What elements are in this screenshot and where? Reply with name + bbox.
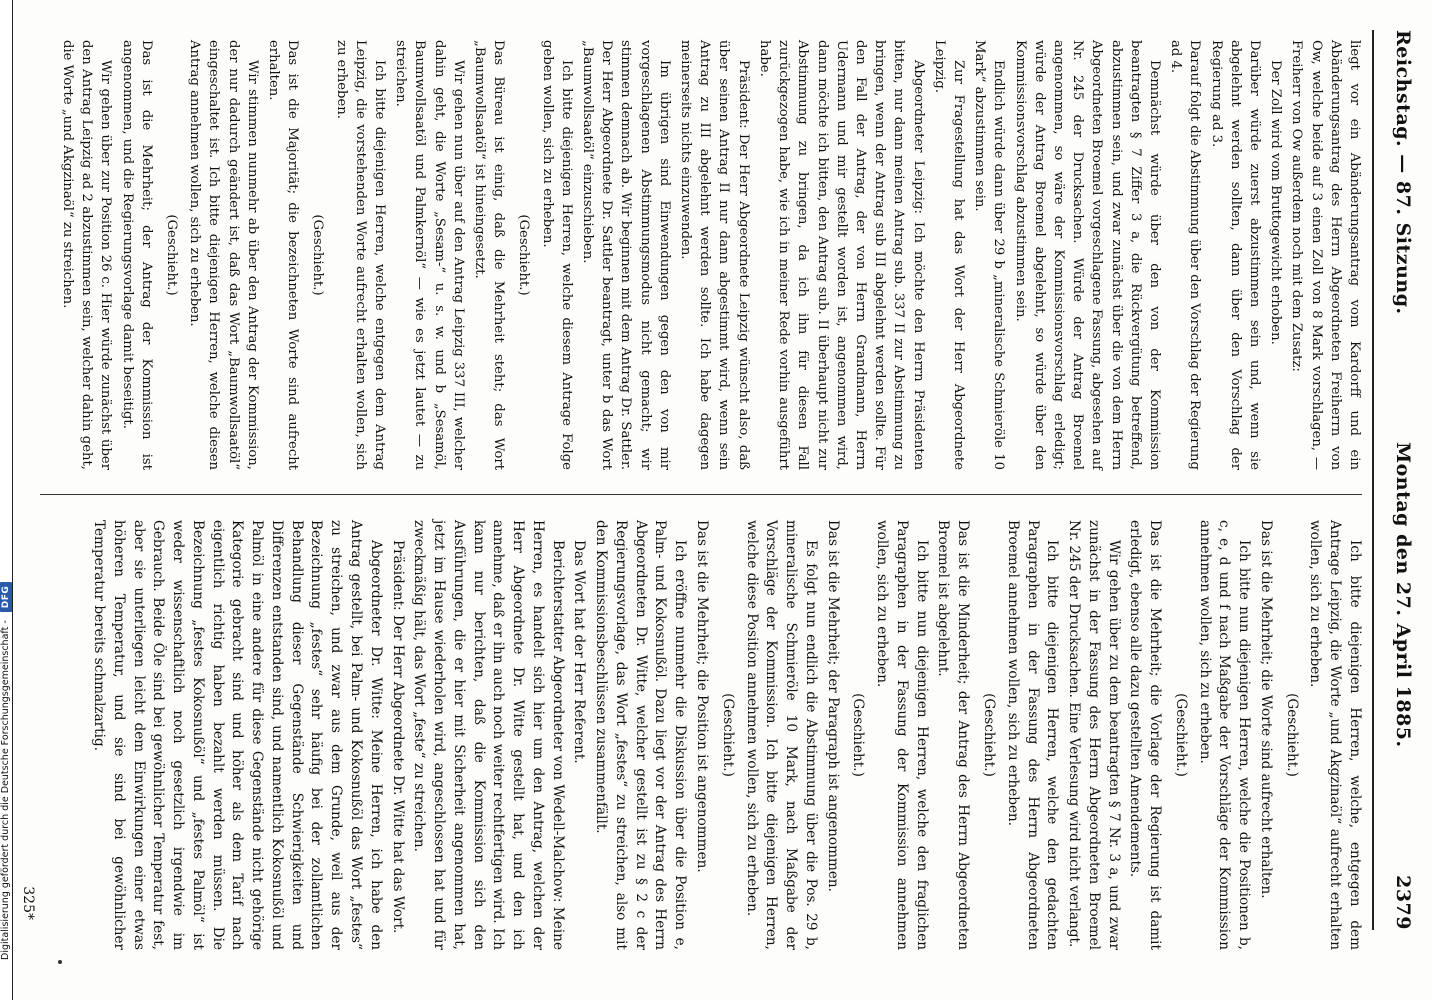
paragraph: Das ist die Majorität; die bezeichneten Worte sind aufrecht erhalten. bbox=[266, 40, 301, 470]
paragraph: Das ist die Minderheit; der Antrag des Herrn Abgeordneten Broemel ist abgelehnt. bbox=[935, 520, 972, 950]
header-date: Montag den 27. April 1885. bbox=[1392, 442, 1414, 748]
stage-direction: (Geschieht.) bbox=[516, 214, 532, 296]
paragraph: Ich bitte diejenigen Herren, welche entgegen dem Antrag Leipzig, die vorstehenden Worte aufrecht erhalten wollen, sich zu erheben. bbox=[333, 40, 388, 470]
paragraph: Zur Fragestellung hat das Wort der Herr Abgeordnete Leipzig. bbox=[931, 40, 966, 470]
paragraph: Das ist die Mehrheit; die Position ist angenommen. bbox=[694, 520, 711, 873]
left-column bbox=[56, 40, 1364, 470]
paragraph: Präsident: Der Herr Abgeordnete Dr. Witte hat das Wort. bbox=[389, 540, 406, 934]
paragraph: Es folgt nun endlich die Abstimmung über die Pos. 29 b, mineralische Schmieröle 10 Mark, nach Maßgabe der Vorschläge der Kommission. Ich bitte diejenigen Herren, welche diese Position annehmen wollen, sich zu erheben. bbox=[743, 520, 819, 950]
header-rule bbox=[1372, 30, 1374, 930]
paragraph: Ich bitte nun diejenigen Herren, welche den fraglichen Paragraphen in der Fassung der Kommission annehmen wollen, sich zu erheben. bbox=[874, 520, 930, 950]
stage-direction: (Geschieht.) bbox=[980, 693, 997, 777]
paragraph: Abgeordneter Leipzig: Ich möchte den Herrn Präsidenten bitten, nur dann meinen Antrag sub. 337 II zur Abstimmung zu bringen, wenn der Antrag sub III abgelehnt werden sollte. Für den Fall der Antrag, der von Herrn Grandmann, Herrn Udermann und mir gestellt worden ist, angenommen wird, dann möchte ich bitten, den Antrag sub. II überhaupt nicht zur Abstimmung zu bringen, da ich ihn für diesen Fall zurückgezogen habe, wie ich in meiner Rede vorhin ausgeführt habe. bbox=[756, 40, 926, 470]
paragraph: Wir gehen über zur Position 26 c. Hier würde zunächst über den Antrag Leipzig ad 2 abzustimmen sein, welcher dahin geht, die Worte „und Akgzinaöl“ zu streichen. bbox=[60, 40, 114, 470]
header-session: Reichstag. — 87. Sitzung. bbox=[1392, 30, 1414, 315]
paragraph: Das Büreau ist einig, daß die Mehrheit steht; das Wort „Baumwollsaatöl“ ist hineingesetzt. bbox=[472, 40, 507, 470]
paragraph: Ich bitte nun diejenigen Herren, welche die Positionen b, c, e, d und f nach Maßgabe der Vorschläge der Kommission annehmen wollen, sich zu erheben. bbox=[1196, 520, 1253, 950]
paragraph: Das Wort hat der Herr Referent. bbox=[571, 540, 588, 764]
paragraph: Wir gehen nun über auf den Antrag Leipzig 337 III, welcher dahin geht, die Worte „Sesam-“ u. s. w. und b „Sesamöl, Baumwollsaatöl und Palmkernöl“ — wie es jetzt lautet — zu streichen. bbox=[393, 40, 466, 470]
paragraph: Demnächst würde über den von der Kommission beantragten § 7 Ziffer 3 a, die Rückvergütung betreffend, abzustimmen sein, und zwar zunächst über die von dem Herrn Abgeordneten Broemel vorgeschlagene Fassung, abgesehen auf Nr. 245 der Drucksachen. Würde der Antrag Broemel angenommen, so wäre der Kommissionsvorschlag erledigt; würde der Antrag Broemel abgelehnt, so würde über den Kommissionsvorschlag abzustimmen sein. bbox=[1012, 40, 1162, 470]
paragraph: Im übrigen sind Einwendungen gegen den von mir vorgeschlagenen Abstimmungsmodus nicht gemacht; wir stimmen demnach ab. Wir beginnen mit dem Antrag Dr. Sattler. Der Herr Abgeordnete Dr. Sattler beantragt, unter b das Wort „Baumwollsaatöl“ einzuschieben. bbox=[580, 40, 672, 470]
paragraph: Das ist die Mehrheit; der Antrag der Kommission ist angenommen, und die Regierungsvorlage damit beseitigt. bbox=[119, 40, 154, 470]
paragraph: Ich eröffne nunmehr die Diskussion über die Position e, Palm- und Kokosnußöl. Dazu liegt vor der Antrag des Herrn Abgeordneten Dr. Witte, welcher gestellt ist zu § 2 c der Regierungsvorlage, das Wort „festes“ zu streichen, also mit den Kommissionsbeschlüssen zusammenfällt. bbox=[593, 520, 689, 950]
stage-direction: (Geschieht.) bbox=[164, 214, 180, 296]
paragraph: Das ist die Mehrheit; der Paragraph ist angenommen. bbox=[824, 520, 841, 892]
paragraph: Abgeordneter Dr. Witte: Meine Herren, ich habe den Antrag gestellt, bei Palm- und Kokosnußöl das Wort „festes“ zu streichen, und zwar aus dem Grunde, weil aus der Bezeichnung „festes“ sehr häufig bei der zollamtlichen Behandlung dieser Gegenstände Schwierigkeiten und Differenzen entstanden sind, und namentlich Kokosnußöl und Palmöl in eine andere für diese Gegenstände nicht gehörige Kategorie gebracht sind und höher als dem Tarif nach eigentlich richtig haben bezahlt werden müssen. Die Bezeichnung „festes Kokosnußöl“ und „festes Palmöl“ ist weder wissenschaftlich noch gesetzlich irgendwie im Gebrauch. Beide Öle sind bei gewöhnlicher Temperatur fest, aber sie unterliegen leicht dem Einwirkungen einer etwas höheren Temperatur, und sie sind bei gewöhnlicher Temperatur bereits schmalzartig. bbox=[91, 520, 384, 950]
stage-direction: (Geschieht.) bbox=[850, 693, 867, 777]
page-number: 2379 bbox=[1392, 875, 1414, 930]
right-column bbox=[86, 520, 1364, 950]
signature-mark: 325* bbox=[20, 886, 36, 920]
paragraph: Ich bitte diejenigen Herren, welche diesem Antrage Folge geben wollen, sich zu erheben. bbox=[539, 40, 574, 470]
paragraph: Präsident: Der Herr Abgeordnete Leipzig wünscht also, daß über seinen Antrag II nur dann abgestimmt wird, wenn sein Antrag zu III abgelehnt werden sollte. Ich habe dagegen meinerseits nichts einzuwenden. bbox=[678, 40, 751, 470]
dfg-logo: DFG bbox=[0, 582, 12, 613]
stage-direction: (Geschieht.) bbox=[1283, 693, 1300, 777]
paragraph: Das ist die Mehrheit; die Worte sind aufrecht erhalten. bbox=[1257, 520, 1274, 899]
paragraph: Wir stimmen nunmehr ab über den Antrag der Kommission, der nur dadurch geändert ist, daß das Wort „Baumwollsaatöl“ eingeschaltet ist. Ich bitte diejenigen Herren, welche diesen Antrag annehmen wollen, sich zu erheben. bbox=[187, 40, 260, 470]
paragraph: Darauf folgt die Abstimmung über den Vorschlag der Regierung ad 4. bbox=[1168, 40, 1203, 470]
paragraph: Der Zoll wird vom Bruttogewicht erhoben. bbox=[1268, 60, 1284, 345]
page-header bbox=[1380, 30, 1414, 930]
paragraph: liegt vor ein Abänderungsantrag vom Kardorff und ein Abänderungsantrag des Herrn Abgeordneten Freiherrn von Ow, welche beide auf 3 einen Zoll von 8 Mark vorschlagen, — Freiherr von Ow außerdem noch mit dem Zusatz: bbox=[1289, 40, 1362, 470]
paragraph: Ich bitte diejenigen Herren, welche, entgegen dem Antrage Leipzig, die Worte „und Akgzinaöl“ aufrecht erhalten wollen, sich zu erheben. bbox=[1307, 520, 1363, 950]
stage-direction: (Geschieht.) bbox=[1172, 693, 1189, 777]
digitization-credit-text: Digitalisierung gefördert durch die Deutsche Forschungsgemeinschaft - bbox=[0, 620, 11, 960]
paragraph: Darüber würde zuerst abzustimmen sein und, wenn sie abgelehnt werden sollten, dann über den Vorschlag der Regierung ad 3. bbox=[1208, 40, 1262, 470]
paragraph: Das ist die Mehrheit; die Vorlage der Regierung ist damit erledigt, ebenso alle dazu gestellten Amendements. bbox=[1127, 520, 1164, 950]
paragraph: Wir gehen über zu dem beantragten § 7 Nr. 3 a, und zwar zunächst in der Fassung des Herrn Abgeordneten Broemel Nr. 245 der Drucksachen. Eine Verlesung wird nicht verlangt. bbox=[1066, 520, 1122, 950]
stage-direction: (Geschieht.) bbox=[719, 693, 736, 777]
paragraph: Ich bitte diejenigen Herren, welche den gedachten Paragraphen in der Fassung des Herrn Abgeordneten Broemel annehmen wollen, sich zu erheben. bbox=[1004, 520, 1061, 950]
paragraph: Berichterstatter Abgeordneter von Wedell-Malchow: Meine Herren, es handelt sich hier um den Antrag, welchen der Herr Abgeordnete Dr. Witte gestellt hat, und den ich annehme, daß er ihn auch noch weiter rechtfertigen wird. Ich kann nur berichten, daß die Kommission sich den Ausführungen, die er hier mit Sicherheit angenommen hat, jetzt im Hause wiederholen wird, angeschlossen hat und für zweckmäßig hält, das Wort „feste“ zu streichen. bbox=[411, 520, 566, 950]
column-divider bbox=[40, 494, 1362, 495]
paragraph: Endlich würde dann über 29 b „mineralische Schmieröle 10 Mark“ abzustimmen sein. bbox=[972, 40, 1007, 470]
stage-direction: (Geschieht.) bbox=[310, 214, 326, 296]
